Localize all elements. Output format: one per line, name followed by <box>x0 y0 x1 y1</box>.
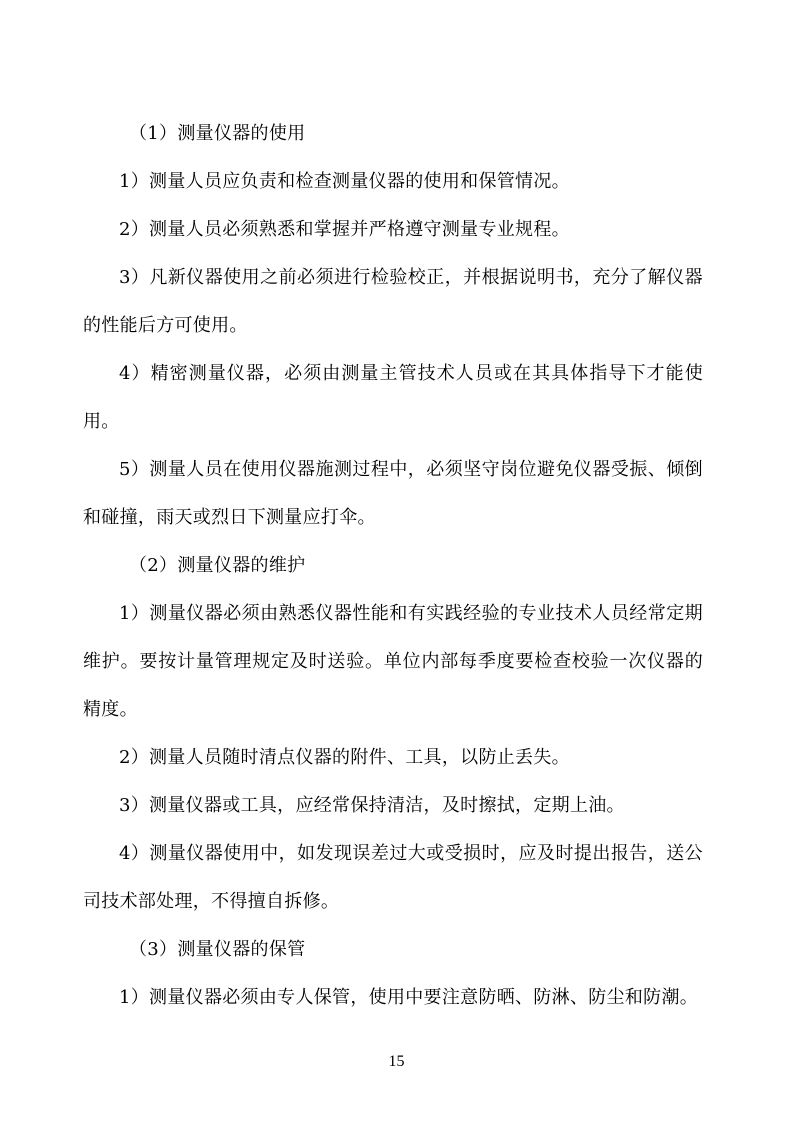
paragraph: 4）精密测量仪器，必须由测量主管技术人员或在其具体指导下才能使用。 <box>83 363 703 432</box>
paragraph: 4）测量仪器使用中，如发现误差过大或受损时，应及时提出报告，送公司技术部处理，不得擅自拆修。 <box>83 843 703 912</box>
paragraph: 2）测量人员必须熟悉和掌握并严格遵守测量专业规程。 <box>119 219 570 240</box>
paragraph: 2）测量人员随时清点仪器的附件、工具，以防止丢失。 <box>119 747 570 768</box>
section-heading: （3）测量仪器的保管 <box>129 939 306 960</box>
section-heading: （1）测量仪器的使用 <box>129 123 306 144</box>
document-body <box>83 110 703 1022</box>
paragraph: 3）凡新仪器使用之前必须进行检验校正，并根据说明书，充分了解仪器的性能后方可使用。 <box>83 267 703 336</box>
section-heading: （2）测量仪器的维护 <box>129 555 306 576</box>
page-number: 15 <box>388 1053 405 1070</box>
paragraph: 5）测量人员在使用仪器施测过程中，必须坚守岗位避免仪器受振、倾倒和碰撞，雨天或烈日下测量应打伞。 <box>83 459 703 528</box>
paragraph: 1）测量人员应负责和检查测量仪器的使用和保管情况。 <box>119 171 570 192</box>
paragraph: 1）测量仪器必须由熟悉仪器性能和有实践经验的专业技术人员经常定期维护。要按计量管理规定及时送验。单位内部每季度要检查校验一次仪器的精度。 <box>83 603 703 720</box>
paragraph: 1）测量仪器必须由专人保管，使用中要注意防晒、防淋、防尘和防潮。 <box>119 987 699 1008</box>
paragraph: 3）测量仪器或工具，应经常保持清洁，及时擦拭，定期上油。 <box>119 795 625 816</box>
